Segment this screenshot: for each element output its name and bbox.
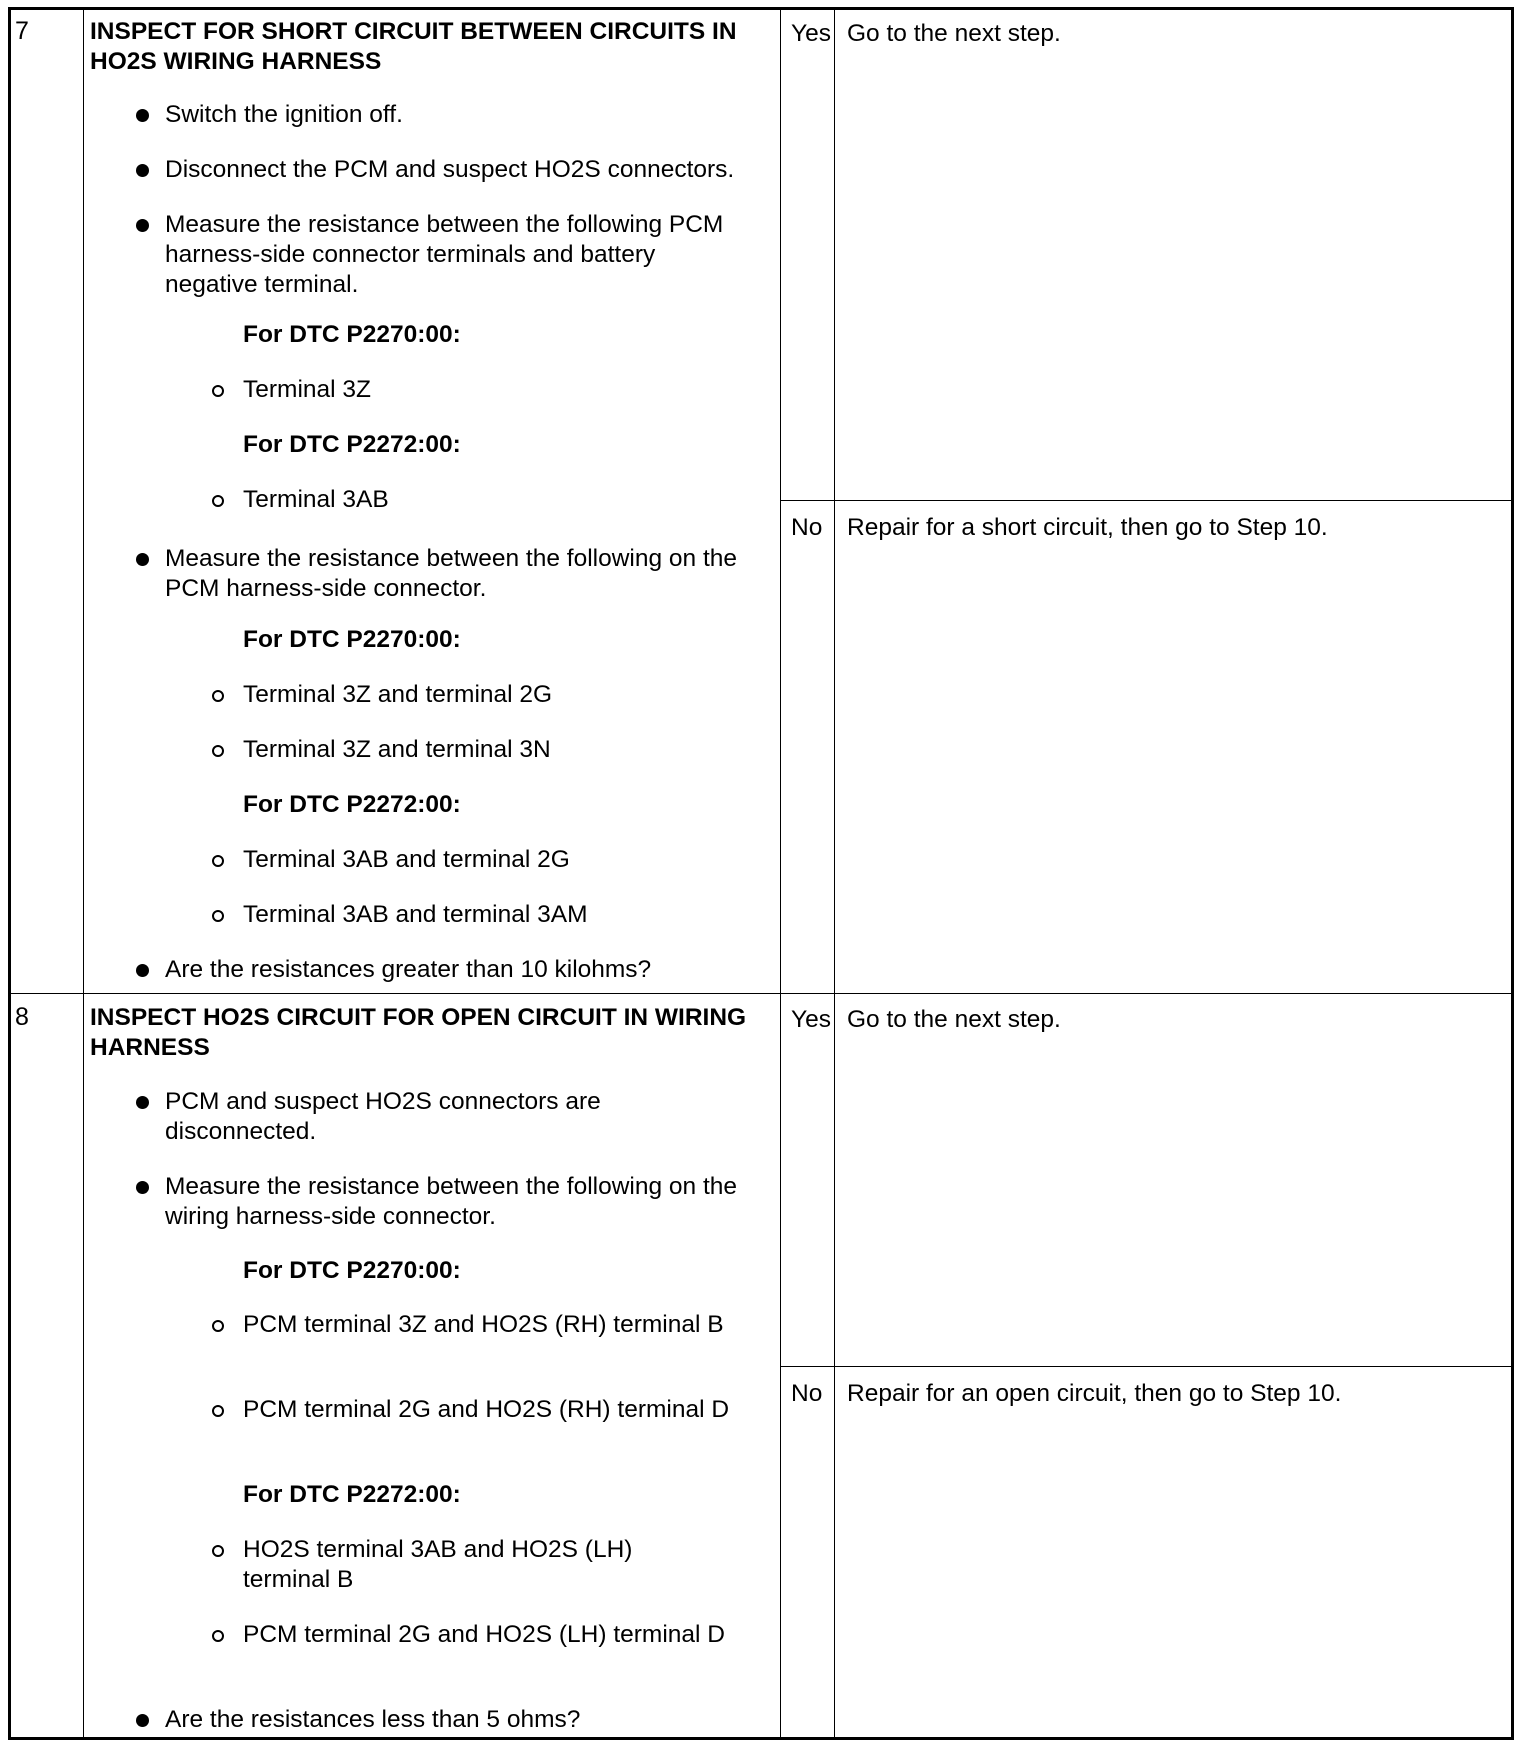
terminal-item: HO2S terminal 3AB and HO2S (LH) terminal B: [243, 1535, 703, 1595]
terminal-item: Terminal 3Z: [243, 375, 763, 405]
terminal-item: Terminal 3AB: [243, 485, 763, 515]
terminal-item: PCM terminal 2G and HO2S (LH) terminal D: [243, 1620, 743, 1650]
row-divider-step8-yes-no: [780, 1366, 1511, 1367]
yes-action: Go to the next step.: [847, 20, 1061, 47]
terminal-item: Terminal 3AB and terminal 2G: [243, 845, 763, 875]
dtc-heading: For DTC P2272:00:: [243, 791, 461, 818]
dtc-heading: For DTC P2272:00:: [243, 431, 461, 458]
dtc-heading: For DTC P2272:00:: [243, 1481, 461, 1508]
column-divider-action: [834, 10, 835, 1737]
instruction-bullet: Measure the resistance between the following PCM harness-side connector terminals and battery negative terminal.: [165, 210, 745, 300]
step-number: 7: [15, 17, 29, 45]
step-title: INSPECT FOR SHORT CIRCUIT BETWEEN CIRCUITS IN HO2S WIRING HARNESS: [90, 18, 737, 75]
dtc-heading: For DTC P2270:00:: [243, 321, 461, 348]
instruction-bullet: Are the resistances less than 5 ohms?: [165, 1705, 765, 1735]
diagnostic-table: [8, 7, 1514, 1740]
row-divider-step7-yes-no: [780, 500, 1511, 501]
no-label: No: [791, 514, 823, 541]
dtc-heading: For DTC P2270:00:: [243, 1257, 461, 1284]
step-number: 8: [15, 1003, 29, 1031]
step-title: INSPECT HO2S CIRCUIT FOR OPEN CIRCUIT IN WIRING HARNESS: [90, 1004, 747, 1061]
row-divider-step7-step8: [11, 993, 1511, 994]
instruction-bullet: Switch the ignition off.: [165, 100, 765, 130]
instruction-bullet: PCM and suspect HO2S connectors are disconnected.: [165, 1087, 685, 1147]
instruction-bullet: Disconnect the PCM and suspect HO2S connectors.: [165, 155, 765, 185]
dtc-heading: For DTC P2270:00:: [243, 626, 461, 653]
terminal-item: Terminal 3Z and terminal 3N: [243, 735, 763, 765]
instruction-bullet: Measure the resistance between the following on the wiring harness-side connector.: [165, 1172, 745, 1232]
no-action: Repair for an open circuit, then go to Step 10.: [847, 1380, 1342, 1407]
terminal-item: PCM terminal 3Z and HO2S (RH) terminal B: [243, 1310, 743, 1340]
terminal-item: Terminal 3Z and terminal 2G: [243, 680, 763, 710]
yes-label: Yes: [791, 20, 831, 47]
no-action: Repair for a short circuit, then go to Step 10.: [847, 514, 1328, 541]
column-divider-step: [83, 10, 84, 1737]
yes-action: Go to the next step.: [847, 1006, 1061, 1033]
no-label: No: [791, 1380, 823, 1407]
yes-label: Yes: [791, 1006, 831, 1033]
instruction-bullet: Measure the resistance between the following on the PCM harness-side connector.: [165, 544, 745, 604]
instruction-bullet: Are the resistances greater than 10 kilohms?: [165, 955, 765, 985]
terminal-item: Terminal 3AB and terminal 3AM: [243, 900, 763, 930]
column-divider-answer: [780, 10, 781, 1737]
terminal-item: PCM terminal 2G and HO2S (RH) terminal D: [243, 1395, 743, 1425]
